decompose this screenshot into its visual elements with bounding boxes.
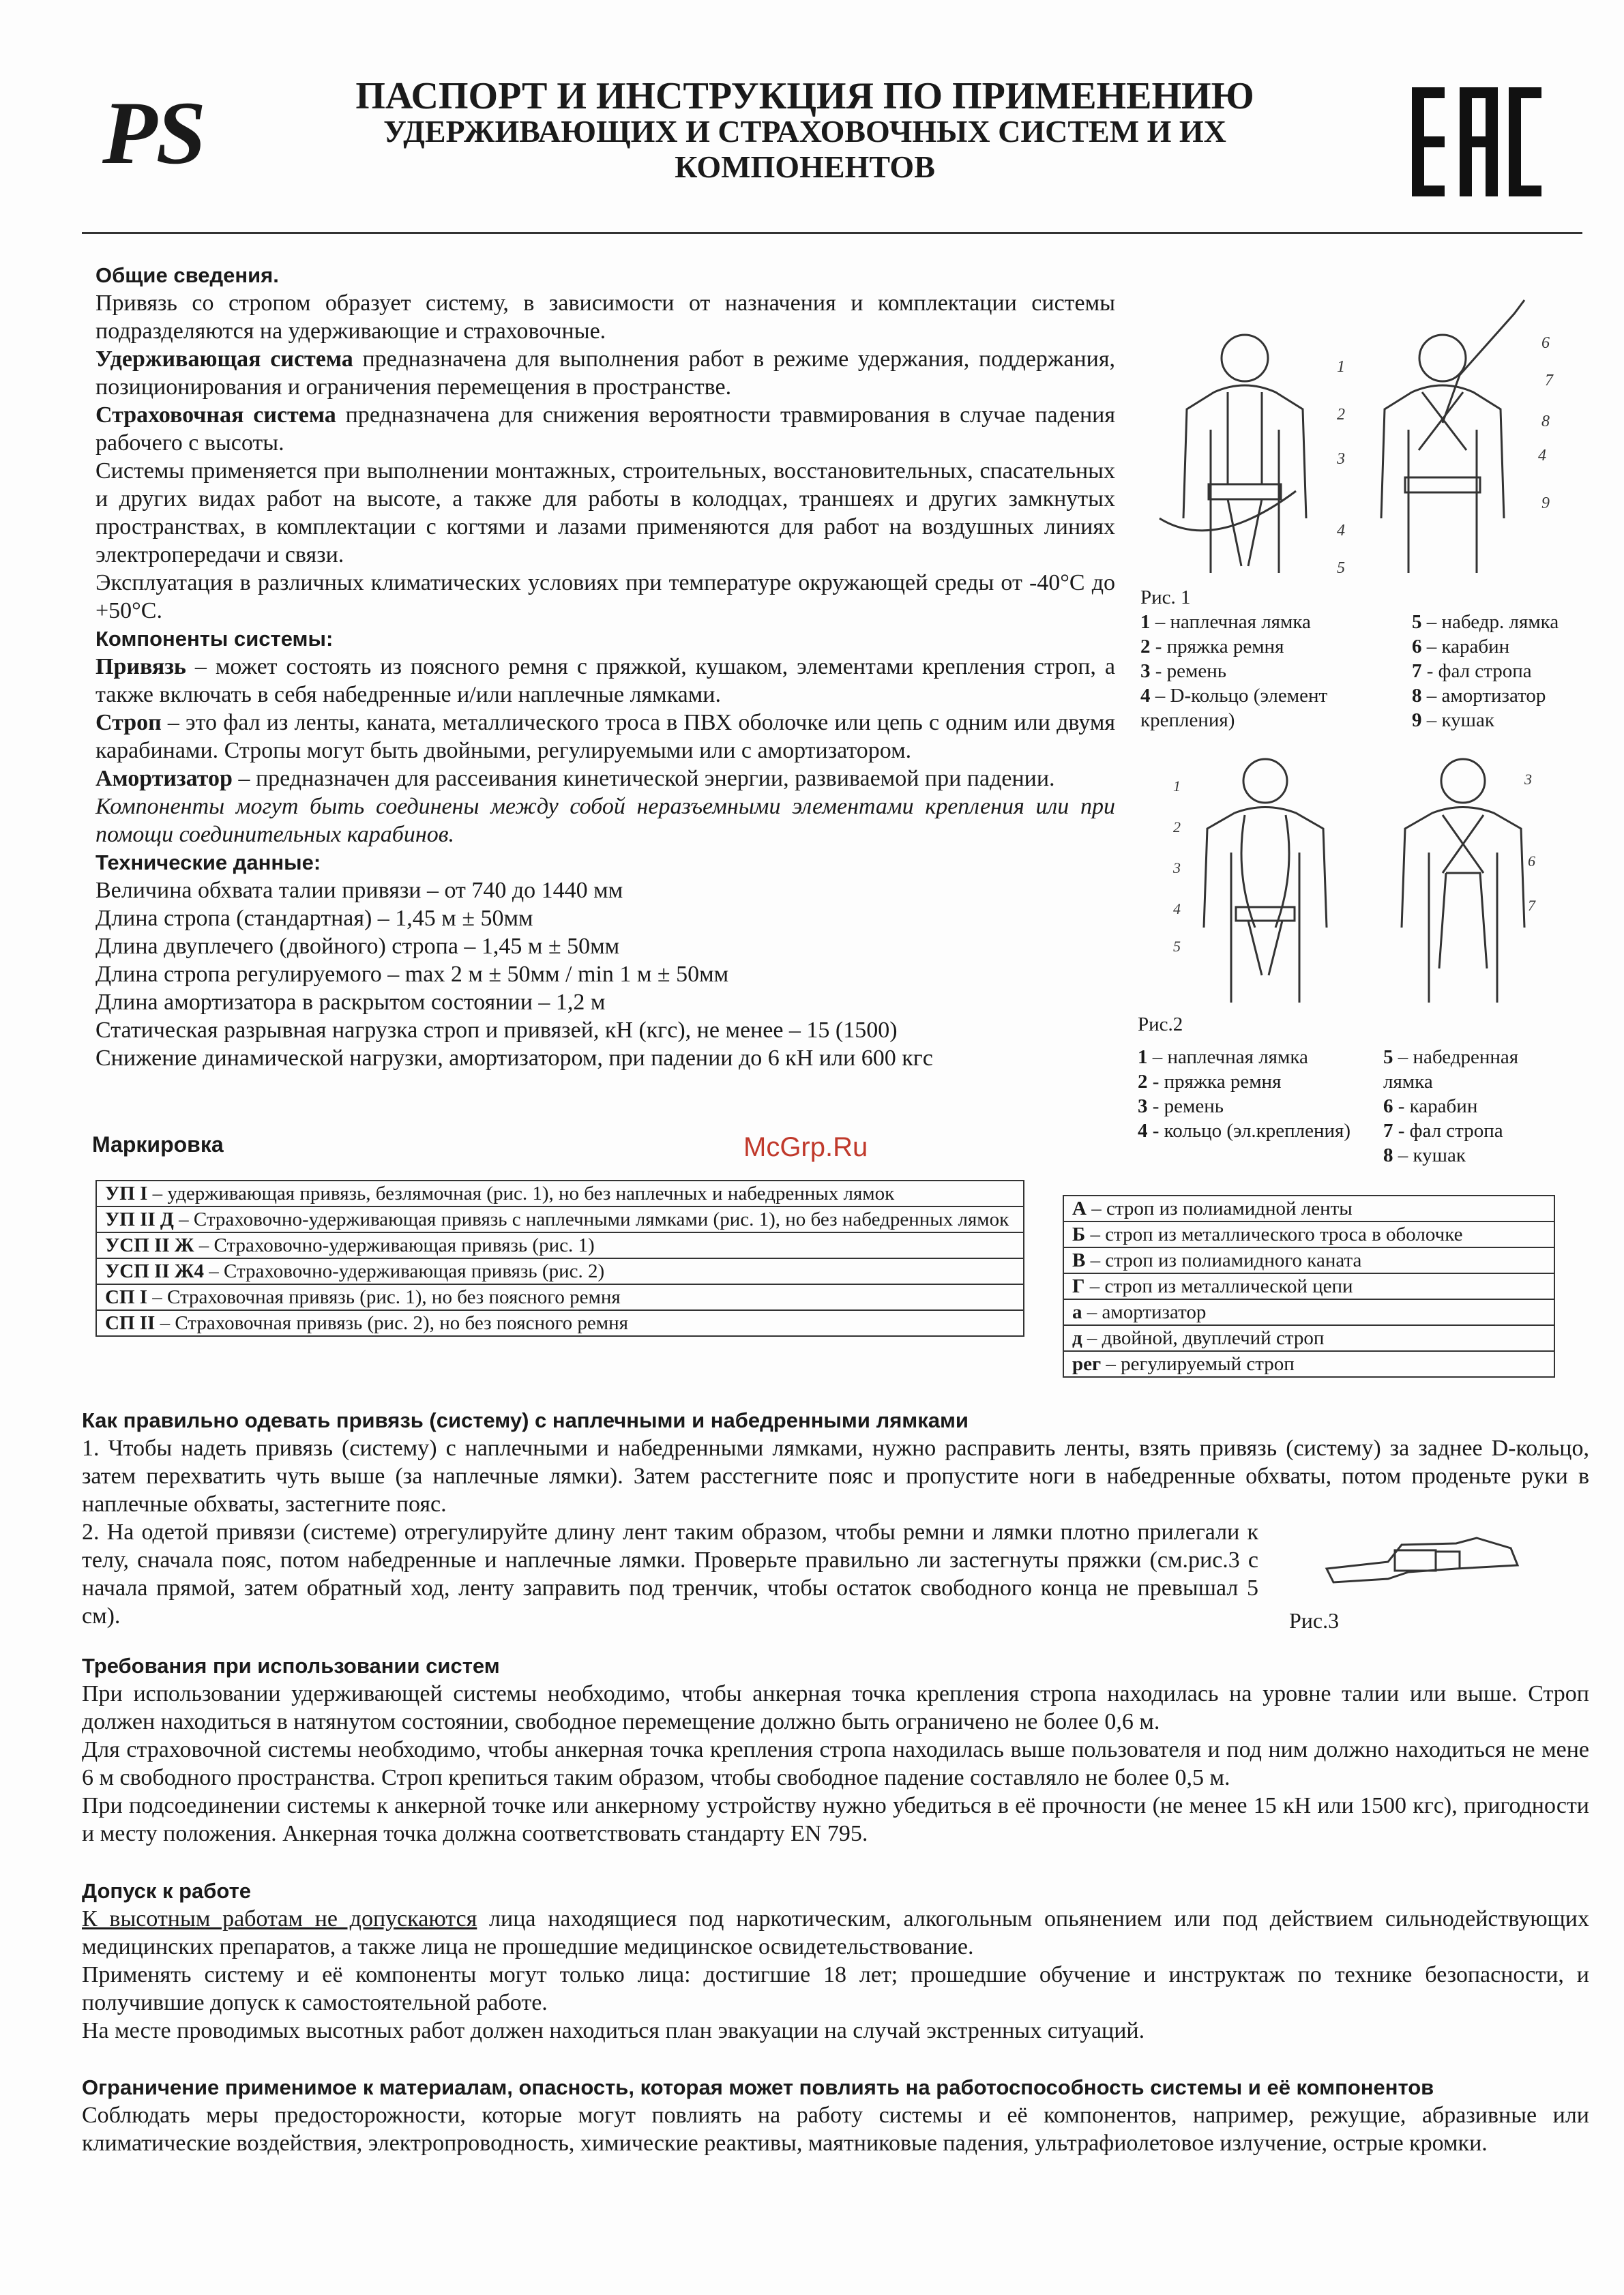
fig2-callout: 4 (1173, 900, 1181, 917)
tech-line: Снижение динамической нагрузки, амортизатором, при падении до 6 кН или 600 кгс (95, 1046, 933, 1071)
fig2-callout: 7 (1528, 897, 1535, 914)
table-row: А – строп из полиамидной ленты (1063, 1196, 1554, 1221)
fig1-callout: 7 (1545, 372, 1553, 389)
ps-logo: PS (102, 83, 205, 183)
fig1-callout: 1 (1337, 358, 1345, 376)
tech-line: Статическая разрывная нагрузка строп и привязей, кН (кгс), не менее – 15 (1500) (95, 1018, 898, 1043)
table-row: В – строп из полиамидного каната (1063, 1247, 1554, 1273)
fig2-callout: 3 (1524, 771, 1532, 788)
general-p5: Эксплуатация в различных климатических условиях при температуре окружающей среды от -40°С до +50°С. (95, 570, 1115, 623)
general-p4: Системы применяется при выполнении монтажных, строительных, восстановительных, спасательных и других видах работ на высоте, а также для работы в колодцах, траншеях и других замкнутых пространствах, в комплектации с когтями и лазами применяются для работ на воздушных линиях электропередачи и связи. (95, 458, 1115, 567)
figure-2-drawing (1160, 750, 1582, 1009)
fig2-callout: 2 (1173, 818, 1181, 835)
fig1-callout: 5 (1337, 559, 1345, 577)
table-row: СП II – Страховочная привязь (рис. 2), но без поясного ремня (96, 1310, 1024, 1336)
component-absorber: Амортизатор – предназначен для рассеивания кинетической энергии, развиваемой при падении. (95, 766, 1055, 791)
admission-heading: Допуск к работе (82, 1879, 251, 1903)
admission-p2: Применять систему и её компоненты могут только лица: достигшие 18 лет; прошедшие обучение и инструктаж по технике безопасности, и получившие допуск к самостоятельной работе. (82, 1962, 1589, 2015)
admission-section (82, 1877, 1589, 2045)
component-lanyard: Строп – это фал из ленты, каната, металлического троса в ПВХ оболочке или цепь с одним или двумя карабинами. Стропы могут быть двойными, регулируемыми или с амортизатором. (95, 710, 1115, 763)
general-heading: Общие сведения. (95, 263, 279, 287)
eac-mark-icon (1412, 87, 1541, 196)
components-heading: Компоненты системы: (95, 627, 334, 651)
wear-heading: Как правильно одевать привязь (систему) с наплечными и набедренными лямками (82, 1408, 969, 1432)
fig1-legend-left: 1 – наплечная лямка 2 - пряжка ремня 3 - ремень 4 – D-кольцо (элемент крепления) (1140, 611, 1328, 731)
watermark: McGrp.Ru (743, 1132, 868, 1162)
fig3-caption: Рис.3 (1289, 1608, 1340, 1633)
marking-table-right (1063, 1195, 1555, 1378)
fig2-caption: Рис.2 (1138, 1013, 1183, 1035)
wear-p2: 2. На одетой привязи (системе) отрегулируйте длину лент таким образом, чтобы ремни и лямки плотно прилегали к телу, сначала пояс, потом набедренные и наплечные лямки. Проверьте правильно ли застегнуты пряжки (см.рис.3 с начала прямой, затем обратный ход, ленту заправить под тренчик, чтобы остаток свободного конца не превышал 5 см). (82, 1520, 1258, 1629)
figure-3-buckle-drawing (1320, 1531, 1524, 1593)
table-row: Б – строп из металлического троса в оболочке (1063, 1221, 1554, 1247)
wear-p1: 1. Чтобы надеть привязь (систему) с наплечными и набедренными лямками, нужно расправить ленты, взять привязь (систему) за заднее D-кольцо, затем перехватить чуть выше (за наплечные лямки). Затем расстегните пояс и пропустите ноги в набедренные обхваты, потом проденьте руки в наплечные обхваты, застегните пояс. (82, 1436, 1589, 1517)
table-row: УСП II Ж – Страховочно-удерживающая привязь (рис. 1) (96, 1232, 1024, 1258)
marking-heading: Маркировка (92, 1132, 224, 1157)
intro-section (95, 261, 1115, 1072)
fig1-callout: 4 (1538, 447, 1546, 464)
fig1-callout: 9 (1541, 494, 1550, 512)
title-line-1: ПАСПОРТ И ИНСТРУКЦИЯ ПО ПРИМЕНЕНИЮ (355, 75, 1254, 117)
table-row: Г – строп из металлической цепи (1063, 1273, 1554, 1299)
table-row: УСП II Ж4 – Страховочно-удерживающая привязь (рис. 2) (96, 1258, 1024, 1284)
title-line-3: КОМПОНЕНТОВ (675, 149, 935, 184)
fig1-callout: 8 (1541, 413, 1550, 430)
tech-list (95, 876, 1115, 1072)
requirements-p3: При подсоединении системы к анкерной точке или анкерному устройству нужно убедиться в её прочности (не менее 15 кН или 1500 кгс), пригодности и месту положения. Анкерная точка должна соответствовать стандарту EN 795. (82, 1793, 1589, 1846)
table-row: д – двойной, двуплечий строп (1063, 1325, 1554, 1351)
tech-line: Длина амортизатора в раскрытом состоянии – 1,2 м (95, 990, 606, 1015)
table-row: а – амортизатор (1063, 1299, 1554, 1325)
general-p1: Привязь со стропом образует систему, в зависимости от назначения и комплектации системы подразделяются на удерживающие и страховочные. (95, 291, 1115, 344)
figure-1-drawing (1132, 293, 1596, 580)
fig1-legend-right: 5 – набедр. лямка 6 – карабин 7 - фал стропа 8 – амортизатор 9 – кушак (1412, 611, 1559, 731)
page-title (321, 75, 1289, 185)
table-row: рег – регулируемый строп (1063, 1351, 1554, 1377)
tech-line: Длина стропа регулируемого – max 2 м ± 50мм / min 1 м ± 50мм (95, 962, 729, 987)
requirements-p2: Для страховочной системы необходимо, чтобы анкерная точка крепления стропа находилась выше пользователя и под ним должно находиться не мене 6 м свободного пространства. Строп крепиться таким образом, чтобы свободное падение составляло не более 0,5 м. (82, 1737, 1589, 1790)
admission-p3: На месте проводимых высотных работ должен находиться план эвакуации на случай экстренных ситуаций. (82, 2018, 1145, 2043)
tech-heading: Технические данные: (95, 850, 321, 874)
fig1-caption: Рис. 1 (1140, 587, 1191, 608)
admission-p1: К высотным работам не допускаются лица находящиеся под наркотическим, алкогольным опьянением или под действием сильнодействующих медицинских препаратов, а также лица не прошедшие медицинское освидетельствование. (82, 1906, 1590, 1959)
tech-line: Длина стропа (стандартная) – 1,45 м ± 50мм (95, 906, 533, 931)
general-p2: Удерживающая система предназначена для выполнения работ в режиме удержания, поддержания, позиционирования и ограничения перемещения в пространстве. (95, 346, 1115, 400)
fig1-callout: 3 (1337, 450, 1345, 468)
header-divider (82, 232, 1582, 234)
components-note: Компоненты могут быть соединены между собой неразъемными элементами крепления или при помощи соединительных карабинов. (95, 794, 1115, 847)
requirements-heading: Требования при использовании систем (82, 1654, 500, 1678)
limits-section (82, 2073, 1589, 2157)
limits-heading: Ограничение применимое к материалам, опасность, которая может повлиять на работоспособность системы и её компонентов (82, 2075, 1434, 2099)
fig1-callout: 2 (1337, 406, 1345, 424)
general-p3: Страховочная система предназначена для снижения вероятности травмирования в случае падения рабочего с высоты. (95, 402, 1116, 456)
title-line-2: УДЕРЖИВАЮЩИХ И СТРАХОВОЧНЫХ СИСТЕМ И ИХ (383, 114, 1226, 149)
marking-table-left (95, 1180, 1024, 1337)
fig1-callout: 6 (1541, 334, 1550, 352)
fig2-legend-left: 1 – наплечная лямка 2 - пряжка ремня 3 - ремень 4 - кольцо (эл.крепления) (1138, 1046, 1351, 1142)
fig2-callout: 5 (1173, 938, 1181, 955)
fig2-callout: 6 (1528, 853, 1535, 870)
wear-section (82, 1406, 1589, 1630)
tech-line: Длина двуплечего (двойного) стропа – 1,45 м ± 50мм (95, 934, 620, 959)
component-harness: Привязь – может состоять из поясного ремня с пряжкой, кушаком, элементами крепления строп, а также включать в себя набедренные и/или наплечные лямками. (95, 654, 1115, 707)
fig2-callout: 3 (1173, 859, 1181, 876)
fig2-callout: 1 (1173, 778, 1181, 795)
table-row: СП I – Страховочная привязь (рис. 1), но без поясного ремня (96, 1284, 1024, 1310)
requirements-p1: При использовании удерживающей системы необходимо, чтобы анкерная точка крепления стропа находилась на уровне талии или выше. Строп должен находиться в натянутом состоянии, свободное перемещение должно быть ограничено не более 0,6 м. (82, 1681, 1589, 1734)
fig1-callout: 4 (1337, 522, 1345, 539)
fig2-legend-right: 5 – набедренная лямка 6 - карабин 7 - фал стропа 8 – кушак (1383, 1046, 1519, 1166)
requirements-section (82, 1652, 1589, 1848)
tech-line: Величина обхвата талии привязи – от 740 до 1440 мм (95, 878, 623, 903)
table-row: УП II Д – Страховочно-удерживающая привязь с наплечными лямками (рис. 1), но без набедренных лямок (96, 1206, 1024, 1232)
table-row: УП I – удерживающая привязь, безлямочная (рис. 1), но без наплечных и набедренных лямок (96, 1181, 1024, 1206)
limits-p1: Соблюдать меры предосторожности, которые могут повлиять на работу системы и её компонентов, например, режущие, абразивные или климатические воздействия, электропроводность, химические реактивы, маятниковые падения, ультрафиолетовое излучение, острые кромки. (82, 2103, 1589, 2156)
